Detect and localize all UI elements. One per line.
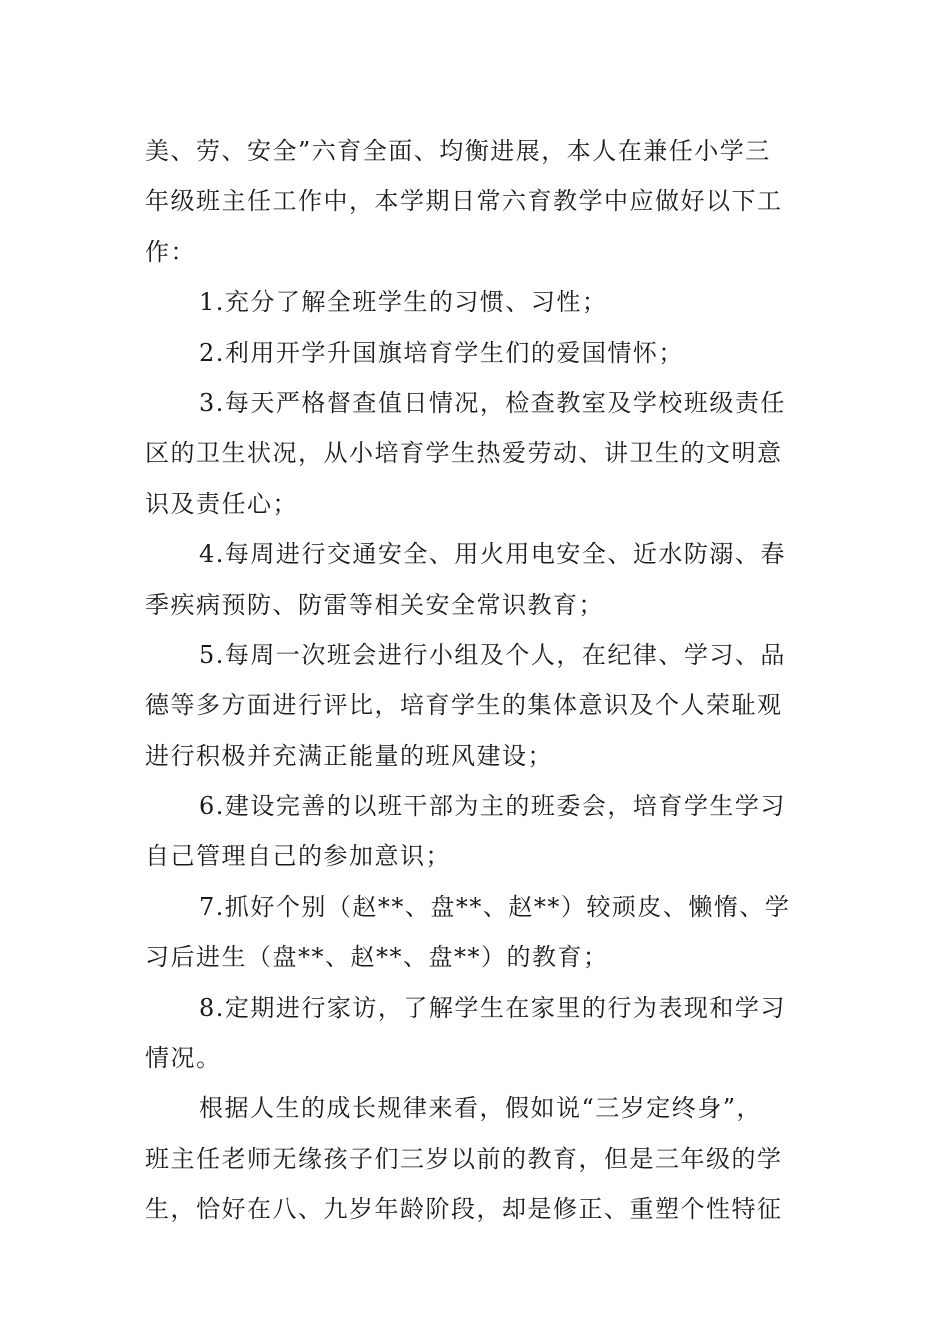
text-line: 美、劳、安全”六育全面、均衡进展，本人在兼任小学三 [145,137,771,165]
text-line: 识及责任心； [145,489,298,518]
text-line: 习后进生（盘**、赵**、盘**）的教育； [145,943,609,972]
text-line: 季疾病预防、防雷等相关安全常识教育； [145,590,604,619]
text-line: 7.抓好个别（赵**、盘**、赵**）较顽皮、懒惰、学 [199,892,791,921]
text-line: 年级班主任工作中，本学期日常六育教学中应做好以下工 [145,187,783,216]
text-line: 班主任老师无缘孩子们三岁以前的教育，但是三年级的学 [145,1144,783,1173]
text-line: 3.每天严格督查值日情况，检查教室及学校班级责任 [199,388,786,417]
text-line: 2.利用开学升国旗培育学生们的爱国情怀； [199,338,684,367]
text-line: 德等多方面进行评比，培育学生的集体意识及个人荣耻观 [145,691,783,720]
text-line: 4.每周进行交通安全、用火用电安全、近水防溺、春 [199,540,786,569]
text-line: 情况。 [145,1044,222,1073]
text-line: 5.每周一次班会进行小组及个人，在纪律、学习、品 [199,640,786,669]
text-line: 生，恰好在八、九岁年龄阶段，却是修正、重塑个性特征 [145,1195,783,1224]
text-line: 根据人生的成长规律来看，假如说“三岁定终身”， [199,1094,763,1123]
text-line: 1.充分了解全班学生的习惯、习性； [199,288,608,317]
text-line: 6.建设完善的以班干部为主的班委会，培育学生学习 [199,792,786,821]
body-text [145,126,810,1235]
text-line: 自己管理自己的参加意识； [145,842,451,871]
text-line: 8.定期进行家访，了解学生在家里的行为表现和学习 [199,993,786,1022]
text-line: 作： [145,237,196,266]
text-line: 区的卫生状况，从小培育学生热爱劳动、讲卫生的文明意 [145,439,783,468]
text-line: 进行积极并充满正能量的班风建设； [145,741,553,770]
